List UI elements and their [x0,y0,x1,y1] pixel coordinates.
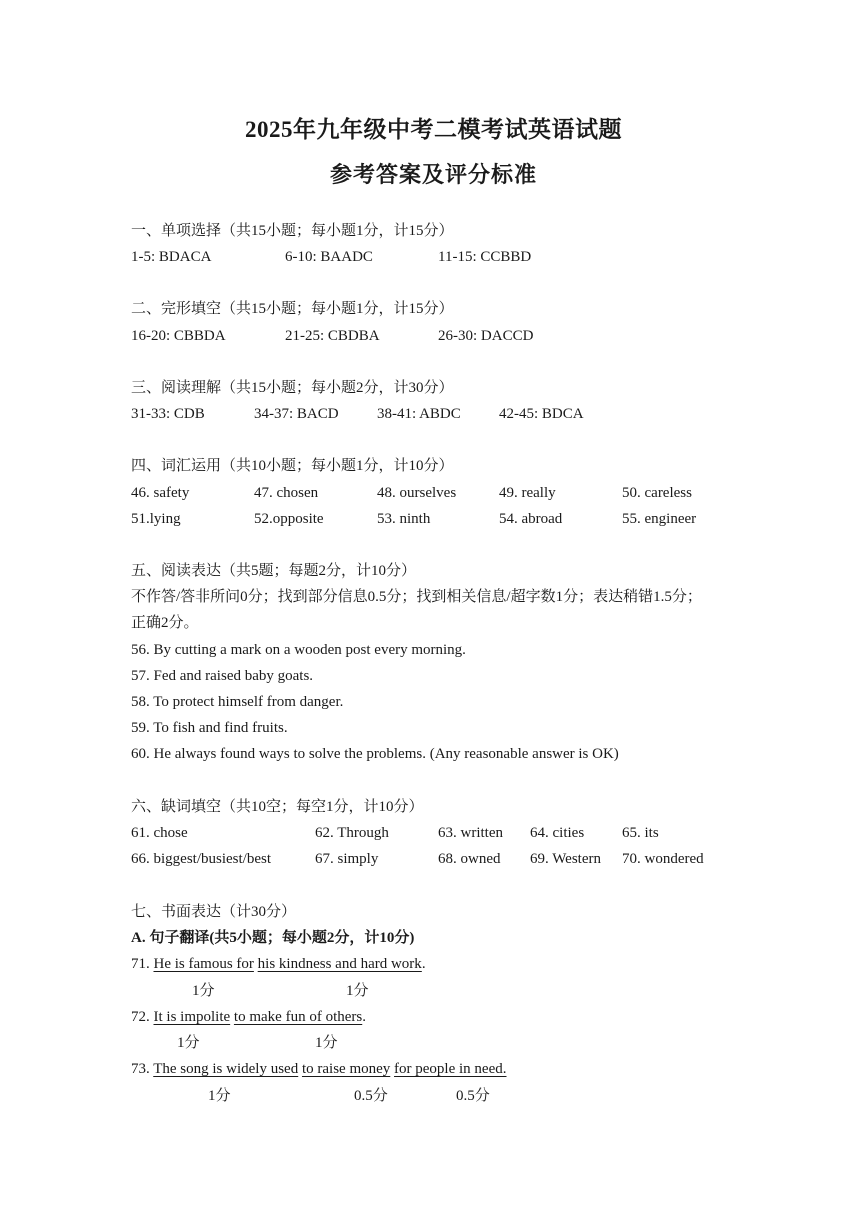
scored-phrase: The song is widely used [153,1061,299,1077]
vocab-answer: 49. really [499,485,556,501]
answer-group: 26-30: DACCD [438,328,534,344]
answer-group: 11-15: CCBBD [438,249,532,265]
section-heading-cloze: 二、完形填空（共15小题；每小题1分，计15分） [131,301,454,317]
vocab-answer: 51.lying [131,511,181,527]
section-heading-vocabulary: 四、词汇运用（共10小题；每小题1分，计10分） [131,458,454,474]
score-label: 1分 [346,983,369,999]
scored-phrase: to raise money [301,1061,391,1077]
section-heading-writing: 七、书面表达（计30分） [131,904,297,920]
score-label: 1分 [177,1035,200,1051]
sentence-end: . [421,956,426,972]
scored-phrase: for people in need. [394,1061,507,1077]
part-a-heading: A. 句子翻译(共5小题；每小题2分，计10分) [131,930,415,946]
section-heading-reading: 三、阅读理解（共15小题；每小题2分，计30分） [131,380,454,396]
answer-group: 16-20: CBBDA [131,328,226,344]
question-number: 72. [131,1009,154,1025]
answer-group: 6-10: BAADC [285,249,373,265]
scored-phrase: his kindness and hard work [257,956,422,972]
score-label: 0.5分 [456,1088,490,1104]
vocab-answer: 52.opposite [254,511,324,527]
vocab-answer: 47. chosen [254,485,319,501]
expression-answer: 57. Fed and raised baby goats. [131,668,314,684]
scoring-rule: 不作答/答非所问0分；找到部分信息0.5分；找到相关信息/超字数1分；表达稍错1.5分； [131,589,702,605]
fill-answer: 66. biggest/busiest/best [131,851,271,867]
answer-group: 42-45: BDCA [499,406,584,422]
fill-answer: 69. Western [530,851,602,867]
scored-phrase: It is impolite [153,1009,231,1025]
page-subtitle: 参考答案及评分标准 [329,162,537,187]
score-label: 1分 [315,1035,338,1051]
score-label: 0.5分 [354,1088,388,1104]
sentence-end: . [362,1009,366,1025]
scoring-rule: 正确2分。 [131,615,199,631]
fill-answer: 63. written [438,825,503,841]
answer-group: 21-25: CBDBA [285,328,380,344]
vocab-answer: 53. ninth [377,511,431,527]
expression-answer: 59. To fish and find fruits. [131,720,288,736]
fill-answer: 65. its [622,825,659,841]
answer-group: 34-37: BACD [254,406,339,422]
vocab-answer: 54. abroad [499,511,563,527]
fill-answer: 62. Through [315,825,389,841]
scored-phrase: to make fun of others [233,1009,363,1025]
question-number: 73. [131,1061,154,1077]
answer-group: 38-41: ABDC [377,406,461,422]
expression-answer: 56. By cutting a mark on a wooden post every morning. [131,642,466,658]
fill-answer: 64. cities [530,825,585,841]
question-number: 71. [131,956,154,972]
vocab-answer: 48. ourselves [377,485,457,501]
vocab-answer: 50. careless [622,485,692,501]
score-label: 1分 [192,983,215,999]
translation-answer-71 [131,957,426,972]
answer-group: 1-5: BDACA [131,249,212,265]
translation-answer-73 [131,1062,507,1077]
fill-answer: 67. simply [315,851,379,867]
section-heading-word-fill: 六、缺词填空（共10空；每空1分，计10分） [131,799,424,815]
page-title: 2025年九年级中考二模考试英语试题 [245,117,622,142]
score-label: 1分 [208,1088,231,1104]
section-heading-reading-expression: 五、阅读表达（共5题；每题2分，计10分） [131,563,417,579]
expression-answer: 60. He always found ways to solve the problems. (Any reasonable answer is OK) [131,746,619,762]
section-heading-single-choice: 一、单项选择（共15小题；每小题1分，计15分） [131,223,454,239]
fill-answer: 68. owned [438,851,501,867]
expression-answer: 58. To protect himself from danger. [131,694,344,710]
translation-answer-72 [131,1010,366,1025]
scored-phrase: He is famous for [153,956,254,972]
fill-answer: 61. chose [131,825,188,841]
vocab-answer: 55. engineer [622,511,697,527]
fill-answer: 70. wondered [622,851,704,867]
answer-group: 31-33: CDB [131,406,205,422]
vocab-answer: 46. safety [131,485,190,501]
